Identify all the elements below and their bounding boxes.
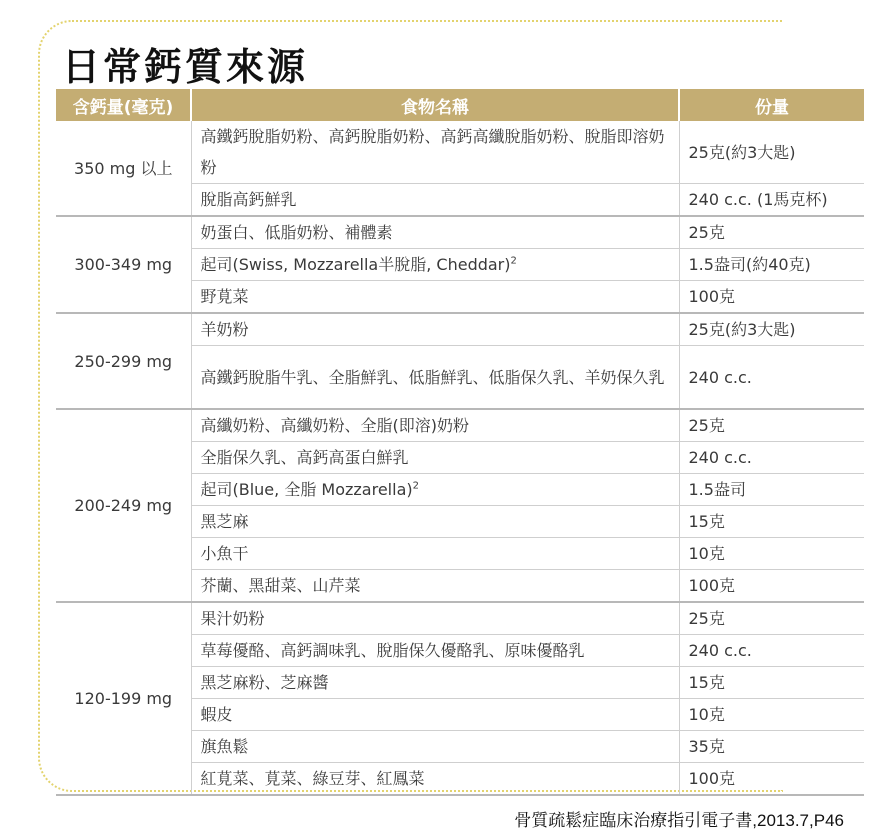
portion-cell: 15克	[679, 667, 864, 699]
food-name-text: 羊奶粉	[200, 320, 249, 339]
table-row	[56, 313, 864, 346]
food-name-cell	[191, 249, 679, 281]
portion-cell: 100克	[679, 281, 864, 314]
food-name-cell	[191, 570, 679, 603]
food-name-text: 高纖奶粉、高纖奶粉、全脂(即溶)奶粉	[200, 416, 469, 435]
food-name-cell	[191, 538, 679, 570]
table-body	[56, 121, 864, 795]
food-name-text: 脫脂高鈣鮮乳	[200, 190, 297, 209]
table-header-row	[56, 89, 864, 121]
table-row	[56, 121, 864, 184]
food-name-text: 起司(Swiss, Mozzarella半脫脂, Cheddar)	[200, 255, 511, 274]
portion-cell: 1.5盎司(約40克)	[679, 249, 864, 281]
food-name-text: 高鐵鈣脫脂牛乳、全脂鮮乳、低脂鮮乳、低脂保久乳、羊奶保久乳	[200, 367, 665, 387]
food-name-text: 奶蛋白、低脂奶粉、補體素	[200, 223, 393, 242]
portion-cell: 100克	[679, 763, 864, 796]
calcium-amount-cell: 350 mg 以上	[56, 121, 191, 216]
table-row	[56, 409, 864, 442]
food-name-text: 小魚干	[200, 544, 249, 563]
food-name-text: 黑芝麻粉、芝麻醬	[200, 673, 329, 692]
table-row	[56, 602, 864, 635]
food-name-cell	[191, 474, 679, 506]
portion-cell: 15克	[679, 506, 864, 538]
food-name-cell	[191, 346, 679, 410]
portion-cell: 240 c.c. (1馬克杯)	[679, 184, 864, 217]
table-row	[56, 216, 864, 249]
portion-cell: 25克	[679, 602, 864, 635]
calcium-amount-cell: 250-299 mg	[56, 313, 191, 409]
food-name-cell	[191, 442, 679, 474]
food-name-cell	[191, 121, 679, 184]
header-amount: 含鈣量(毫克)	[56, 89, 191, 121]
food-name-cell	[191, 731, 679, 763]
calcium-table	[56, 89, 864, 796]
portion-cell: 25克(約3大匙)	[679, 313, 864, 346]
food-name-text: 野莧菜	[200, 287, 249, 306]
food-name-text: 高鐵鈣脫脂奶粉、高鈣脫脂奶粉、高鈣高纖脫脂奶粉、脫脂即溶奶粉	[200, 127, 665, 177]
portion-cell: 35克	[679, 731, 864, 763]
food-name-text: 芥蘭、黑甜菜、山芹菜	[200, 576, 361, 595]
footnote-marker: 2	[412, 480, 419, 492]
portion-cell: 100克	[679, 570, 864, 603]
food-name-cell	[191, 409, 679, 442]
portion-cell: 240 c.c.	[679, 635, 864, 667]
food-name-text: 旗魚鬆	[200, 737, 249, 756]
portion-cell: 240 c.c.	[679, 442, 864, 474]
header-food: 食物名稱	[191, 89, 679, 121]
calcium-amount-cell: 200-249 mg	[56, 409, 191, 602]
food-name-cell	[191, 506, 679, 538]
calcium-amount-cell: 120-199 mg	[56, 602, 191, 795]
header-portion: 份量	[679, 89, 864, 121]
portion-cell: 25克(約3大匙)	[679, 121, 864, 184]
food-name-cell	[191, 699, 679, 731]
food-name-cell	[191, 281, 679, 314]
food-name-text: 蝦皮	[200, 705, 233, 724]
food-name-cell	[191, 667, 679, 699]
page-title: 日常鈣質來源	[62, 45, 309, 89]
food-name-cell	[191, 602, 679, 635]
source-citation: 骨質疏鬆症臨床治療指引電子書,2013.7,P46	[514, 811, 844, 830]
food-name-text: 果汁奶粉	[200, 609, 265, 628]
food-name-cell	[191, 184, 679, 217]
portion-cell: 25克	[679, 409, 864, 442]
food-name-cell	[191, 763, 679, 796]
food-name-cell	[191, 216, 679, 249]
portion-cell: 10克	[679, 538, 864, 570]
portion-cell: 10克	[679, 699, 864, 731]
food-name-text: 草莓優酪、高鈣調味乳、脫脂保久優酪乳、原味優酪乳	[200, 641, 585, 660]
food-name-cell	[191, 313, 679, 346]
food-name-cell	[191, 635, 679, 667]
portion-cell: 25克	[679, 216, 864, 249]
footnote-marker: 2	[510, 255, 517, 267]
food-name-text: 黑芝麻	[200, 512, 249, 531]
portion-cell: 240 c.c.	[679, 346, 864, 410]
food-name-text: 起司(Blue, 全脂 Mozzarella)	[200, 480, 413, 499]
calcium-amount-cell: 300-349 mg	[56, 216, 191, 313]
food-name-text: 全脂保久乳、高鈣高蛋白鮮乳	[200, 448, 409, 467]
portion-cell: 1.5盎司	[679, 474, 864, 506]
food-name-text: 紅莧菜、莧菜、綠豆芽、紅鳳菜	[200, 769, 425, 788]
